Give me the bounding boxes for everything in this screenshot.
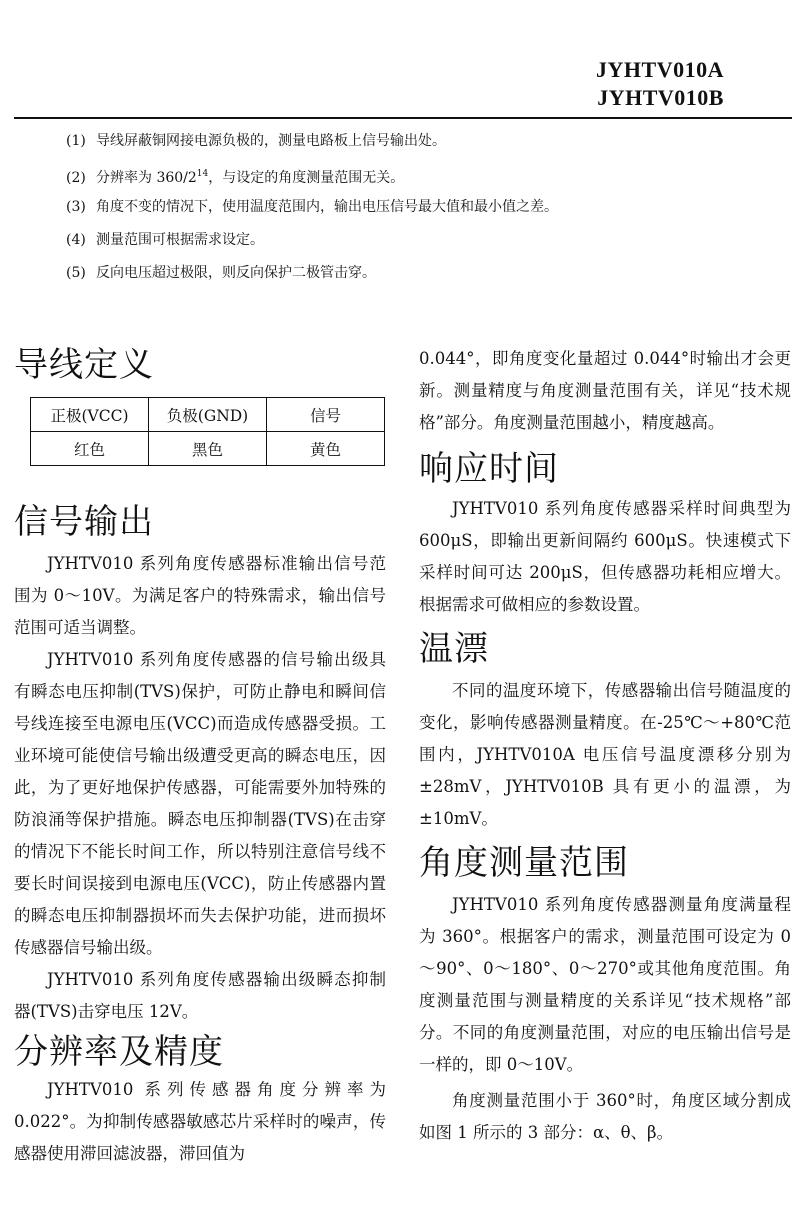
signal-output-paragraph-3: JYHTV010 系列角度传感器输出级瞬态抑制器(TVS)击穿电压 12V。	[14, 970, 386, 1021]
temperature-drift-paragraph: 不同的温度环境下，传感器输出信号随温度的变化，影响传感器测量精度。在-25℃～+80℃范围内，JYHTV010A 电压信号温度漂移分别为±28mV，JYHTV010B 具有更小的温漂，为±10mV。	[419, 681, 791, 828]
table-header-cell: 信号	[267, 398, 385, 432]
angle-range-paragraph-1: JYHTV010 系列角度传感器测量角度满量程为 360°。根据客户的需求，测量范围可设定为 0～90°、0～180°、0～270°或其他角度范围。角度测量范围与测量精度的关系详见“技术规格”部分。不同的角度测量范围，对应的电压输出信号是一样的，即 0～10V。	[419, 895, 791, 1074]
table-cell: 黑色	[149, 432, 267, 466]
footnotes	[66, 130, 766, 295]
table-cell: 黄色	[267, 432, 385, 466]
table-cell: 红色	[31, 432, 149, 466]
footnote-3: (3) 角度不变的情况下，使用温度范围内，输出电压信号最大值和最小值之差。	[66, 199, 558, 215]
right-column	[419, 343, 791, 1149]
section-title-resolution: 分辨率及精度	[14, 1032, 224, 1072]
model-a: JYHTV010A	[596, 57, 724, 82]
signal-output-paragraph-1: JYHTV010 系列角度传感器标准输出信号范围为 0～10V。为满足客户的特殊需求，输出信号范围可适当调整。	[14, 554, 386, 637]
footnote-2: (2) 分辨率为 $360/2^{14}$，与设定的角度测量范围无关。	[66, 169, 405, 186]
section-title-angle-range: 角度测量范围	[419, 843, 629, 883]
footnote-4: (4) 测量范围可根据需求设定。	[66, 232, 264, 248]
wire-definition-table	[30, 397, 385, 466]
table-row	[31, 432, 385, 466]
footnote-1: (1) 导线屏蔽铜网接电源负极的，测量电路板上信号输出处。	[66, 133, 446, 149]
angle-range-paragraph-2: 角度测量范围小于 360°时，角度区域分割成如图 1 所示的 3 部分：α、θ、β。	[419, 1091, 791, 1142]
signal-output-paragraph-2: JYHTV010 系列角度传感器的信号输出级具有瞬态电压抑制(TVS)保护，可防止静电和瞬间信号线连接至电源电压(VCC)而造成传感器受损。工业环境可能使信号输出级遭受更高的瞬态电压，因此，为了更好地保护传感器，可能需要外加特殊的防浪涌等保护措施。瞬态电压抑制器(TVS)在击穿的情况下不能长时间工作，所以特别注意信号线不要长时间误接到电源电压(VCC)，防止传感器内置的瞬态电压抑制器损坏而失去保护功能，进而损坏传感器信号输出级。	[14, 650, 386, 957]
table-header-cell: 负极(GND)	[149, 398, 267, 432]
model-b: JYHTV010B	[597, 85, 724, 110]
exponent: 14	[196, 169, 209, 179]
footnote-5: (5) 反向电压超过极限，则反向保护二极管击穿。	[66, 265, 376, 281]
section-title-response-time: 响应时间	[419, 449, 559, 489]
section-title-wire-definition: 导线定义	[14, 345, 154, 385]
table-header-cell: 正极(VCC)	[31, 398, 149, 432]
header-rule	[14, 117, 792, 119]
table-header-row	[31, 398, 385, 432]
response-time-paragraph: JYHTV010 系列角度传感器采样时间典型为 600μS，即输出更新间隔约 600μS。快速模式下采样时间可达 200μS，但传感器功耗相应增大。根据需求可做相应的参数设置。	[419, 499, 791, 614]
section-title-signal-output: 信号输出	[14, 502, 154, 542]
resolution-paragraph-continued: 0.044°，即角度变化量超过 0.044°时输出才会更新。测量精度与角度测量范围有关，详见“技术规格”部分。角度测量范围越小，精度越高。	[419, 349, 791, 432]
model-header	[596, 56, 724, 112]
section-title-temperature-drift: 温漂	[419, 629, 489, 669]
resolution-paragraph: JYHTV010 系列传感器角度分辨率为 0.022°。为抑制传感器敏感芯片采样时的噪声，传感器使用滞回滤波器，滞回值为	[14, 1080, 386, 1163]
left-column	[14, 343, 386, 1170]
